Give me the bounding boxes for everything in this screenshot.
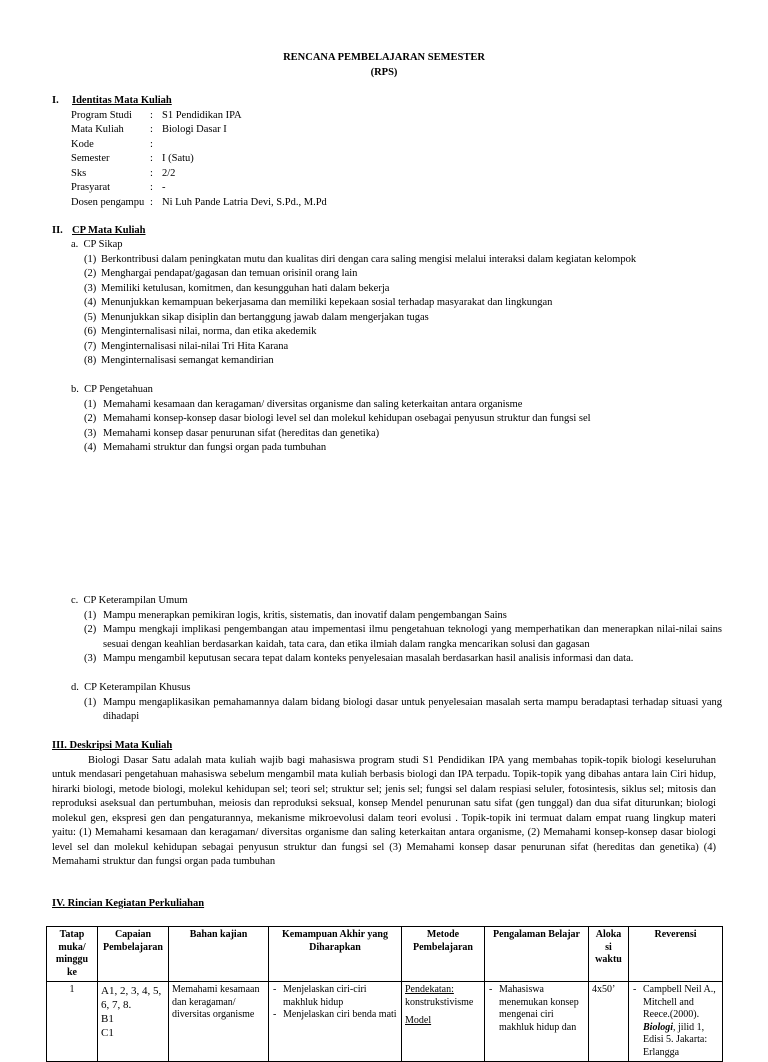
list-item xyxy=(84,398,722,413)
cp-pengetahuan-list xyxy=(84,398,722,456)
cell-capaian: A1, 2, 3, 4, 5, 6, 7, 8. B1 C1 xyxy=(98,982,169,1062)
identity-key: Kode xyxy=(71,138,94,150)
cell-week: 1 xyxy=(47,982,98,1062)
identity-value: S1 Pendidikan IPA xyxy=(162,109,242,121)
list-item xyxy=(84,340,722,355)
cp-ku-list xyxy=(84,609,722,667)
identity-key: Dosen pengampu xyxy=(71,196,145,208)
list-number: (5) xyxy=(84,311,97,323)
document-subtitle: (RPS) xyxy=(370,67,398,78)
cell-metode: Pendekatan: konstrukstivisme Model xyxy=(402,982,485,1062)
list-text: Menunjukkan kemampuan bekerjasama dan memiliki kepekaan sosial terhadap masyarakat dan lingkungan xyxy=(101,297,553,308)
list-item xyxy=(84,296,722,311)
list-text: Mampu mengkaji implikasi pengembangan atau impementasi ilmu pengetahuan teknologi yang memperhatikan dan menerapkan nilai-nilai sains sesuai dengan keahlian berdasarkan kaidah, tata cara, dan etika ilmiah dalam rangka mencarikan solusi dan gagasan xyxy=(103,624,722,650)
identity-value: 2/2 xyxy=(162,167,176,179)
header-metode: Metode Pembelajaran xyxy=(402,927,485,982)
list-text: Memahami konsep dasar penurunan sifat (hereditas dan genetika) xyxy=(103,427,380,439)
list-text: Menginternalisasi semangat kemandirian xyxy=(101,355,274,366)
list-number: (1) xyxy=(84,253,97,265)
identity-sep: : xyxy=(150,138,153,150)
list-text: Menginternalisasi nilai, norma, dan etika akedemik xyxy=(101,326,317,337)
identity-row xyxy=(71,123,327,138)
list-number: (2) xyxy=(84,268,97,279)
section-rincian xyxy=(52,897,204,912)
identity-key: Program Studi xyxy=(71,109,132,121)
cp-pengetahuan-heading: b. CP Pengetahuan xyxy=(71,384,153,395)
header-bahan: Bahan kajian xyxy=(169,927,269,982)
list-item xyxy=(84,412,722,427)
table-row xyxy=(47,982,723,1062)
identity-value: Ni Luh Pande Latria Devi, S.Pd., M.Pd xyxy=(162,196,327,208)
identity-sep: : xyxy=(150,153,153,164)
identity-sep: : xyxy=(150,196,153,208)
list-number: (1) xyxy=(84,609,97,621)
list-item xyxy=(84,609,722,624)
cp-keterampilan-khusus xyxy=(71,681,722,725)
list-text: Mampu mengambil keputusan secara tepat dalam konteks penyelesaian masalah berdasarkan hasil analisis informasi dan data. xyxy=(103,653,634,664)
header-alokasi: Aloka si waktu xyxy=(589,927,629,982)
section-heading: I. Identitas Mata Kuliah xyxy=(52,95,172,106)
list-number: (1) xyxy=(84,696,97,708)
identity-value: Biologi Dasar I xyxy=(162,124,227,135)
cp-pengetahuan xyxy=(71,383,722,456)
header-referensi: Reverensi xyxy=(629,927,723,982)
referensi-item: - Campbell Neil A., Mitchell and Reece.(2000). Biologi, jilid 1, Edisi 5. Jakarta: Erlangga xyxy=(632,984,719,1059)
cell-referensi xyxy=(629,982,723,1062)
list-number: (6) xyxy=(84,326,97,337)
cp-sikap-heading: a. CP Sikap xyxy=(71,239,123,250)
kemampuan-item: - Menjelaskan ciri benda mati xyxy=(272,1009,398,1022)
list-text: Menghargai pendapat/gagasan dan temuan orisinil orang lain xyxy=(101,268,358,279)
kemampuan-item: - Menjelaskan ciri-ciri makhluk hidup xyxy=(272,984,398,1009)
list-text: Berkontribusi dalam peningkatan mutu dan kualitas diri dengan cara saling mengisi melalui interaksi dalam kegiatan kelompok xyxy=(101,253,637,265)
list-text: Memahami konsep-konsep dasar biologi level sel dan molekul kehidupan osebagai penyusun struktur dan fungsi sel xyxy=(103,413,591,424)
identity-sep: : xyxy=(150,109,153,121)
list-item xyxy=(84,253,722,268)
header-pengalaman: Pengalaman Belajar xyxy=(485,927,589,982)
table-header-row xyxy=(47,927,723,982)
header-capaian: Capaian Pembelajaran xyxy=(98,927,169,982)
pengalaman-item: - Mahasiswa menemukan konsep mengenai ciri makhluk hidup dan xyxy=(488,984,585,1034)
header-kemampuan: Kemampuan Akhir yang Diharapkan xyxy=(269,927,402,982)
identity-row xyxy=(71,181,327,196)
list-item xyxy=(84,354,722,369)
activity-table xyxy=(46,926,723,1062)
identity-key: Semester xyxy=(71,153,110,164)
identity-key: Sks xyxy=(71,167,87,179)
list-text: Menginternalisasi nilai-nilai Tri Hita Karana xyxy=(101,340,289,352)
cp-kk-list xyxy=(84,696,722,725)
cell-bahan: Memahami kesamaan dan keragaman/ diversitas organisme xyxy=(169,982,269,1062)
list-number: (8) xyxy=(84,355,97,366)
list-item xyxy=(84,652,722,667)
identity-row xyxy=(71,152,327,167)
list-text: Memahami struktur dan fungsi organ pada tumbuhan xyxy=(103,442,327,453)
list-number: (3) xyxy=(84,427,97,439)
cp-sikap-list xyxy=(84,253,722,369)
list-item xyxy=(84,282,722,297)
header-week: Tatap muka/ minggu ke xyxy=(47,927,98,982)
section-heading: II. CP Mata Kuliah xyxy=(52,225,146,236)
cp-kk-heading: d. CP Keterampilan Khusus xyxy=(71,682,191,693)
cp-sikap xyxy=(71,238,722,369)
list-number: (4) xyxy=(84,442,97,453)
list-text: Mampu menerapkan pemikiran logis, kritis, sistematis, dan inovatif dalam pengembangan Sains xyxy=(103,609,507,621)
document-title: RENCANA PEMBELAJARAN SEMESTER xyxy=(283,52,485,63)
list-text: Menunjukkan sikap disiplin dan bertanggung jawab dalam mengerjakan tugas xyxy=(101,311,429,323)
cp-ku-heading: c. CP Keterampilan Umum xyxy=(71,595,188,606)
cell-kemampuan xyxy=(269,982,402,1062)
section-deskripsi xyxy=(52,739,716,870)
cell-pengalaman xyxy=(485,982,589,1062)
identity-sep: : xyxy=(150,124,153,135)
identity-table xyxy=(71,109,327,211)
list-number: (2) xyxy=(84,624,97,635)
identity-sep: : xyxy=(150,182,153,193)
section-cp xyxy=(52,224,722,239)
list-text: Memahami kesamaan dan keragaman/ diversitas organisme dan saling keterkaitan antara organisme xyxy=(103,398,523,410)
identity-row xyxy=(71,109,327,124)
list-item xyxy=(84,623,722,652)
list-number: (1) xyxy=(84,398,97,410)
list-item xyxy=(84,427,722,442)
list-item xyxy=(84,311,722,326)
identity-sep: : xyxy=(150,167,153,179)
list-text: Mampu mengaplikasikan pemahamannya dalam bidang biologi dasar untuk penyelesaian masalah serta mampu beradaptasi terhadap situasi yang dihadapi xyxy=(103,696,722,722)
list-item xyxy=(84,441,722,456)
identity-key: Prasyarat xyxy=(71,182,111,193)
list-number: (7) xyxy=(84,340,97,352)
section-heading: III. Deskripsi Mata Kuliah xyxy=(52,740,173,751)
list-item xyxy=(84,696,722,725)
identity-value: - xyxy=(162,182,166,193)
identity-row xyxy=(71,167,327,182)
list-item xyxy=(84,325,722,340)
list-number: (3) xyxy=(84,282,97,294)
section-identitas xyxy=(52,94,327,210)
list-number: (3) xyxy=(84,653,97,664)
identity-row xyxy=(71,138,327,153)
description-paragraph: Biologi Dasar Satu adalah mata kuliah wajib bagi mahasiswa program studi S1 Pendidikan IPA yang membahas topik-topik biologi keseluruhan untuk mendasari pengetahuan mahasiswa sebelum mengambil mata kuliah berbasis biologi dan IPA terpadu. Topik-topik yang dibahas antara lain Ciri hidup, hirarki biologi, metode biologi, molekul kehidupan sel; teori sel; struktur sel; jenis sel; fungsi sel dalam respiasi seluler, fotosintesis, siklus sel; mitosis dan reproduksi aseksual dan pertumbuhan, meiosis dan reproduksi seksual, konsep Mendel penurunan satu sifat (gen tunggal) dan dua sifat diturunkan; biologi molekul gen, ekspresi gen dan pengaturannya, mekanisme mikroevolusi dalam teori evolusi . Topik-topik ini termuat dalam empat ruang lingkup materi yaitu: (1) Memahami kesamaan dan keragaman/ diversitas organisme dan saling keterkaitan antara organisme, (2) Memahami konsep-konsep dasar biologi level sel dan molekul kehidupan sebagai penyusun struktur dan fungsi sel (3) Memahami konsep dasar penurunan sifat (hereditas dan genetika) (4) Memahami struktur dan fungsi organ pada tumbuhan xyxy=(52,754,716,867)
section-heading: IV. Rincian Kegiatan Perkuliahan xyxy=(52,898,205,909)
identity-value xyxy=(162,138,327,153)
list-text: Memiliki ketulusan, komitmen, dan kesungguhan hati dalam bekerja xyxy=(101,282,390,294)
identity-key: Mata Kuliah xyxy=(71,124,124,135)
list-number: (4) xyxy=(84,297,97,308)
identity-value: I (Satu) xyxy=(162,153,194,164)
list-number: (2) xyxy=(84,413,97,424)
identity-row xyxy=(71,196,327,211)
cell-alokasi: 4x50’ xyxy=(589,982,629,1062)
list-item xyxy=(84,267,722,282)
cp-keterampilan-umum xyxy=(71,594,722,667)
